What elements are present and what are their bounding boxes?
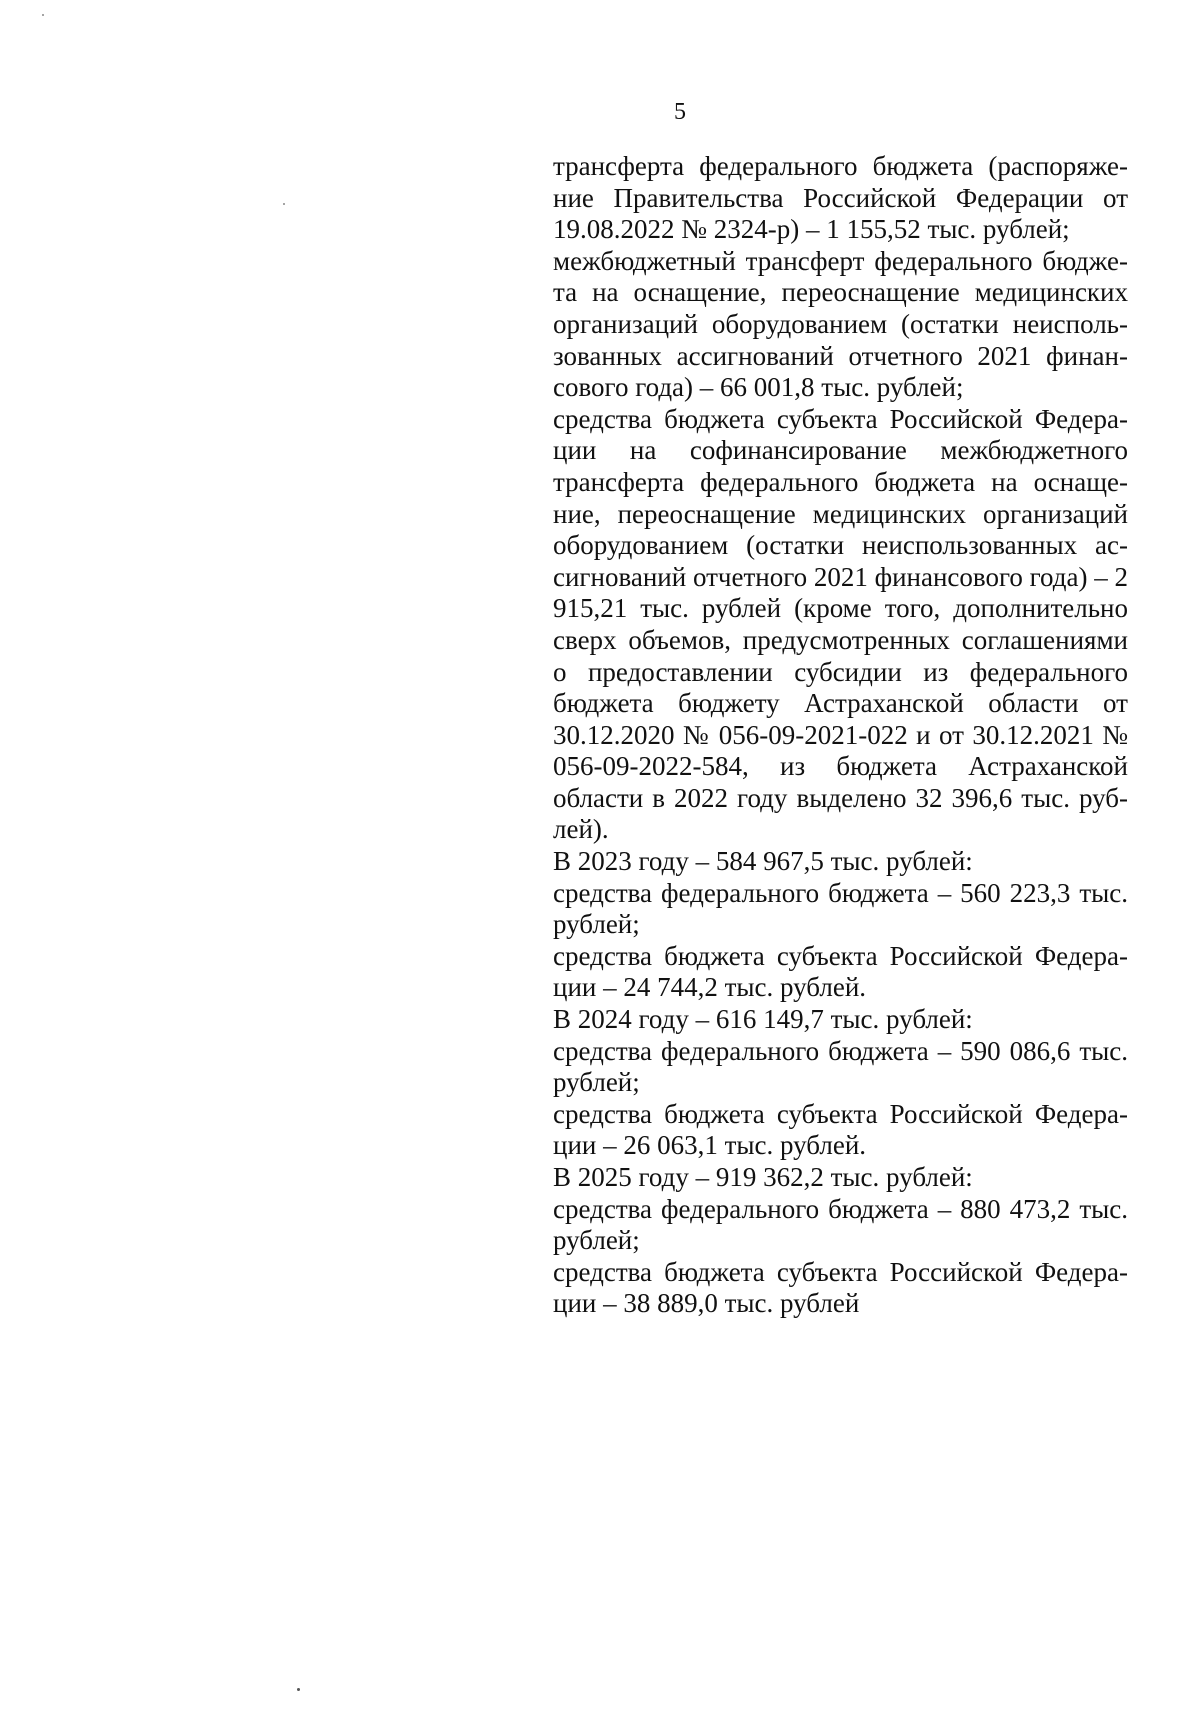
paragraph-year-2023-total: В 2023 году – 584 967,5 тыс. рублей:	[553, 846, 973, 877]
paragraph-year-2023-regional: средства бюджета субъекта Российской Федерации – 24 744,2 тыс. рублей.	[553, 940, 1128, 1003]
paragraph-year-2025-federal: средства федерального бюджета – 880 473,2 тыс. рублей;	[553, 1193, 1128, 1256]
page-number: 5	[674, 99, 686, 125]
paragraph-year-2024-federal: средства федерального бюджета – 590 086,6 тыс. рублей;	[553, 1035, 1128, 1098]
paragraph-regional-cofinancing: средства бюджета субъекта Российской Федерации на софинансирование межбюджетного трансферта федерального бюджета на оснащение, переоснащение медицинских организаций оборудованием (остатки неиспользованных ассигнований отчетного 2021 финансового года) – 2 915,21 тыс. рублей (кроме того, дополнительно сверх объемов, предусмотренных соглашениями о предоставлении субсидии из федерального бюджета бюджету Астраханской области от 30.12.2020 № 056-09-2021-022 и от 30.12.2021 № 056-09-2022-584, из бюджета Астраханской области в 2022 году выделено 32 396,6 тыс. рублей).	[553, 403, 1128, 845]
paragraph-interbudget-transfer: межбюджетный трансферт федерального бюджета на оснащение, переоснащение медицинских организаций оборудованием (остатки неиспользованных ассигнований отчетного 2021 финансового года) – 66 001,8 тыс. рублей;	[553, 245, 1128, 403]
paragraph-year-2024-total: В 2024 году – 616 149,7 тыс. рублей:	[553, 1004, 973, 1035]
paragraph-year-2025-total: В 2025 году – 919 362,2 тыс. рублей:	[553, 1162, 973, 1192]
scan-speck-top	[42, 14, 44, 16]
paragraph-year-2024-regional: средства бюджета субъекта Российской Федерации – 26 063,1 тыс. рублей.	[553, 1098, 1128, 1161]
paragraph-year-2025-regional: средства бюджета субъекта Российской Федерации – 38 889,0 тыс. рублей	[553, 1256, 1128, 1319]
scan-speck-left	[283, 203, 285, 205]
paragraph-year-2023-federal: средства федерального бюджета – 560 223,3 тыс. рублей;	[553, 877, 1128, 940]
paragraph-transfer-order: трансферта федерального бюджета (распоряжение Правительства Российской Федерации от 19.08.2022 № 2324-р) – 1 155,52 тыс. рублей;	[553, 151, 1128, 245]
text-column	[553, 151, 1128, 1320]
scan-speck-bottom	[297, 1688, 300, 1691]
